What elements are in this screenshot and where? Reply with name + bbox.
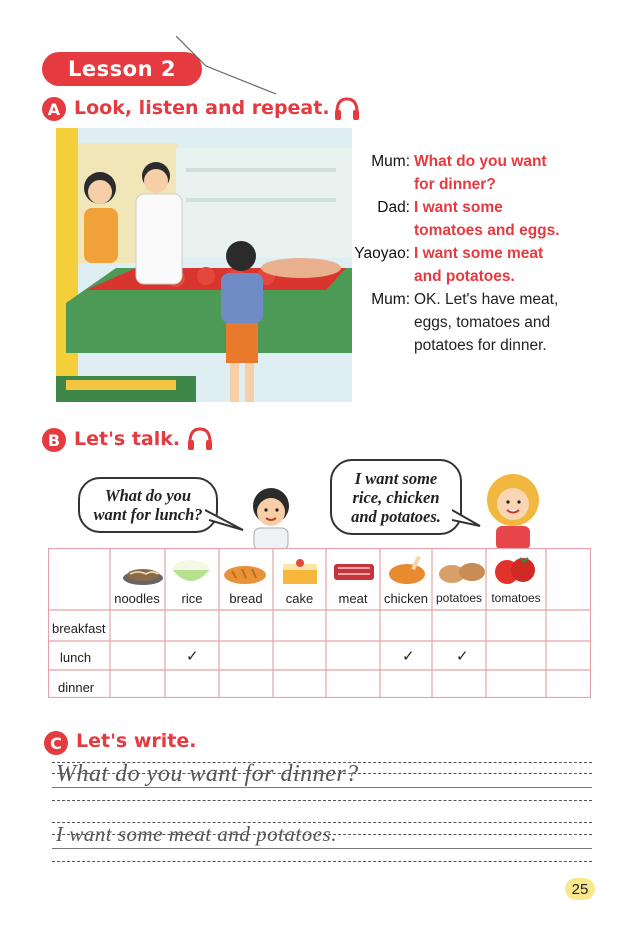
- column-header: tomatoes: [491, 591, 541, 605]
- dialogue: [320, 150, 620, 357]
- column-header: potatoes: [435, 591, 483, 605]
- bubble-line: I want some: [354, 468, 438, 488]
- column-header: rice: [181, 591, 203, 606]
- chicken-icon: [384, 552, 430, 588]
- section-c-title: Let's write.: [76, 730, 197, 752]
- column-header: meat: [338, 591, 368, 606]
- girl-illustration: [478, 468, 548, 550]
- section-b-title: Let's talk.: [74, 428, 181, 450]
- headphones-icon[interactable]: [333, 96, 361, 122]
- dialogue-line: tomatoes and eggs.: [414, 222, 560, 239]
- writing-sentence-2: I want some meat and potatoes.: [56, 822, 337, 846]
- bubble-line: rice, chicken: [352, 487, 440, 507]
- page-number: 25: [565, 878, 595, 900]
- dialogue-line: What do you want: [414, 153, 547, 170]
- dialogue-line: OK. Let's have meat,: [414, 291, 559, 308]
- writing-sentence-1: What do you want for dinner?: [56, 761, 359, 787]
- bubble-line: and potatoes.: [351, 506, 441, 526]
- tick-lunch-potatoes: ✓: [456, 647, 469, 665]
- dialogue-line: I want some meat: [414, 245, 544, 262]
- bubble-line: What do you: [104, 486, 192, 505]
- speaker-label: Yaoyao:: [354, 245, 410, 262]
- speaker-label: Mum:: [371, 291, 410, 308]
- dialogue-line: potatoes for dinner.: [414, 337, 547, 354]
- bubble-tail: [205, 505, 245, 535]
- column-header: bread: [229, 591, 263, 606]
- column-header: chicken: [383, 591, 429, 606]
- speaker-label: Mum:: [371, 153, 410, 170]
- dialogue-line: I want some: [414, 199, 503, 216]
- speech-bubble-question: [78, 477, 218, 533]
- banner-decoration: [176, 36, 296, 96]
- row-label: breakfast: [52, 621, 106, 636]
- row-label: lunch: [60, 650, 92, 665]
- section-a-title: Look, listen and repeat.: [74, 97, 330, 119]
- bubble-line: want for lunch?: [93, 505, 203, 524]
- writing-guideline: [52, 861, 592, 862]
- tick-lunch-rice: ✓: [186, 647, 199, 665]
- writing-baseline: [52, 848, 592, 849]
- section-c-badge: C: [44, 731, 68, 755]
- dialogue-turn-mum-2: [320, 288, 620, 357]
- headphones-icon[interactable]: [186, 426, 214, 452]
- section-b-badge: B: [42, 428, 66, 452]
- lesson-title: Lesson 2: [42, 52, 202, 86]
- column-header: cake: [285, 591, 314, 606]
- dialogue-turn-yaoyao: [320, 242, 620, 288]
- boy-illustration: [240, 484, 302, 550]
- column-header: noodles: [114, 591, 160, 606]
- speaker-label: Dad:: [377, 199, 410, 216]
- dialogue-line: eggs, tomatoes and: [414, 314, 551, 331]
- tomatoes-icon: [492, 552, 538, 588]
- tick-lunch-chicken: ✓: [402, 647, 415, 665]
- dialogue-line: for dinner?: [414, 176, 496, 193]
- supermarket-illustration: [56, 128, 352, 402]
- dialogue-line: and potatoes.: [414, 268, 515, 285]
- row-label: dinner: [58, 680, 95, 695]
- meat-icon: [330, 558, 378, 586]
- rice-icon: [168, 556, 214, 588]
- writing-guideline: [52, 800, 592, 801]
- speech-bubble-answer: [330, 459, 462, 535]
- cake-icon: [277, 556, 323, 588]
- dialogue-turn-dad: [320, 196, 620, 242]
- noodles-icon: [118, 560, 168, 588]
- section-a-badge: A: [42, 97, 66, 121]
- dialogue-turn-mum: [320, 150, 620, 196]
- bread-icon: [222, 562, 268, 586]
- potatoes-icon: [436, 558, 488, 588]
